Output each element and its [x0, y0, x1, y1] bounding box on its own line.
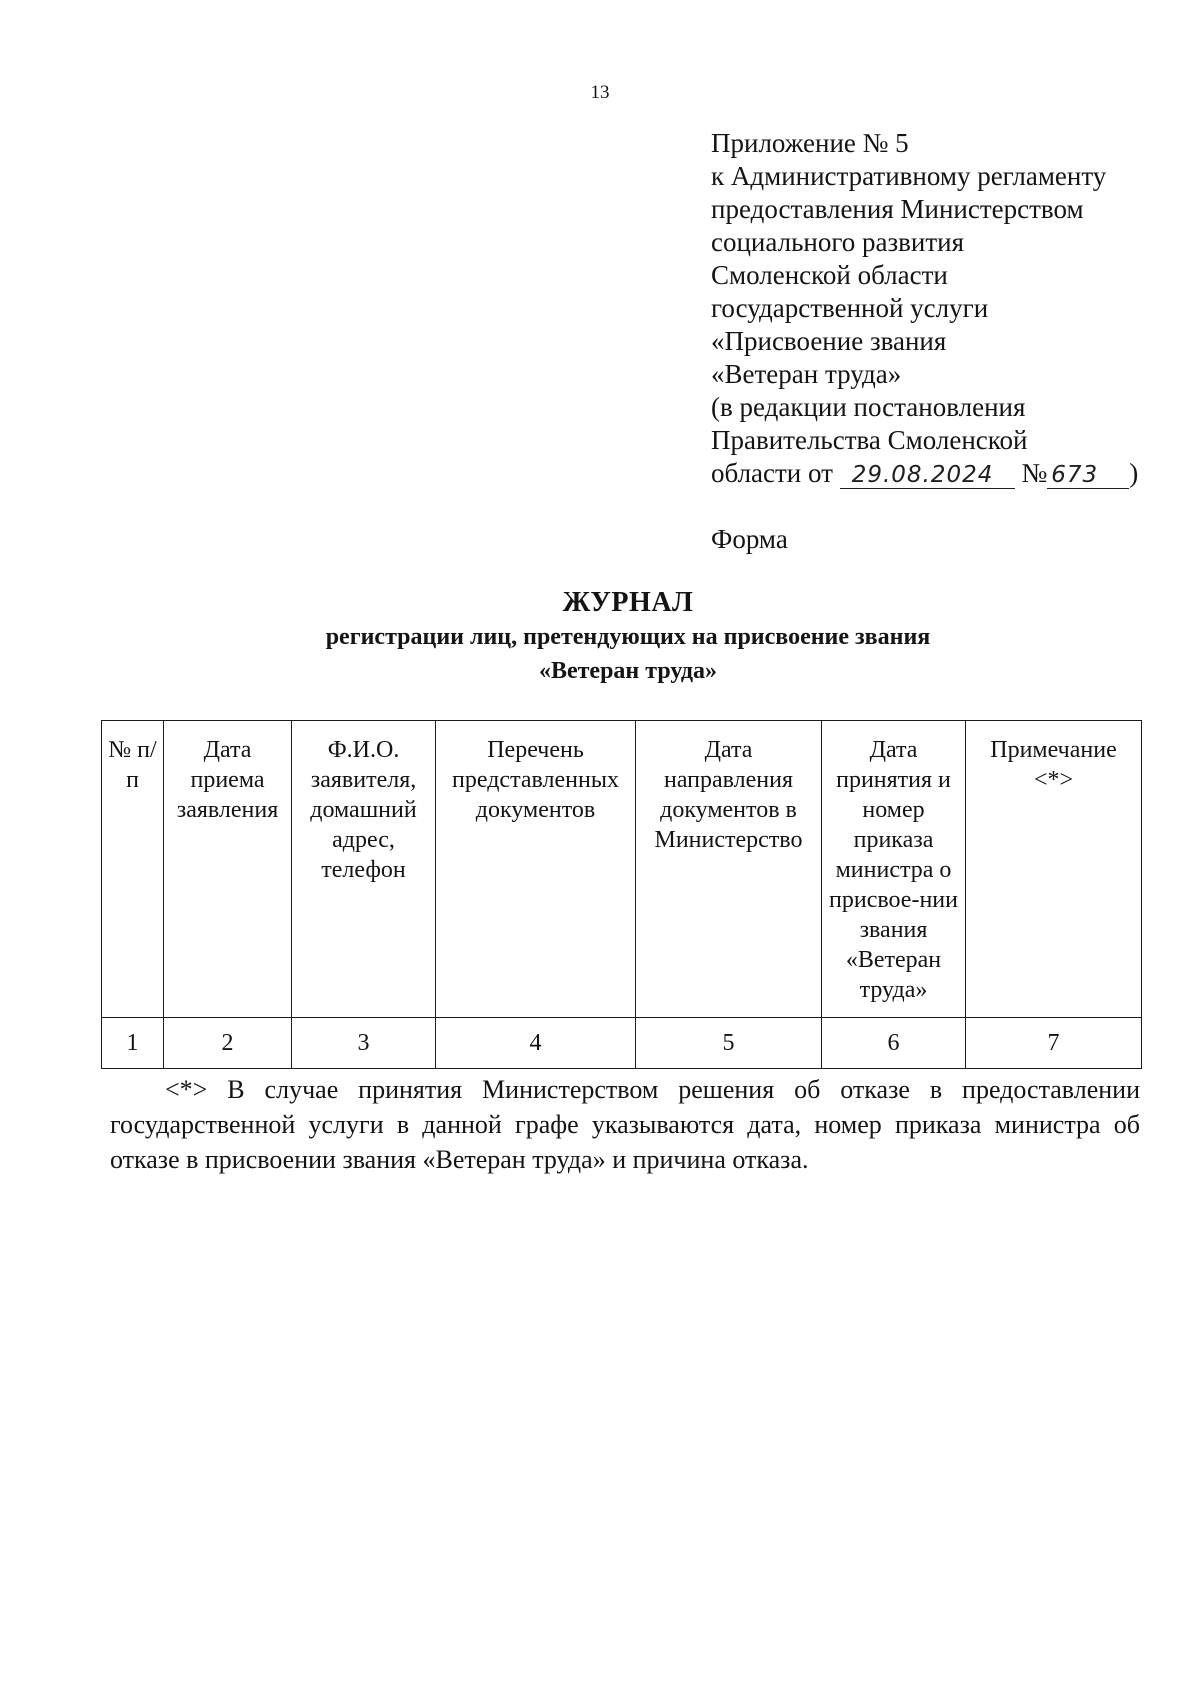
appendix-line: Приложение № 5 [711, 128, 909, 158]
column-number: 7 [966, 1018, 1142, 1069]
header-cell-applicant: Ф.И.О. заявителя, домашний адрес, телефон [292, 721, 436, 1018]
title-line-2: регистрации лиц, претендующих на присвоение звания [325, 624, 931, 650]
appendix-date-line [711, 457, 1171, 490]
handwritten-date: 29.08.2024 [851, 462, 994, 488]
column-number: 1 [102, 1018, 164, 1069]
title-line-1: ЖУРНАЛ [562, 587, 694, 618]
appendix-line: Смоленской области [711, 260, 948, 290]
appendix-line: к Административному регламенту [711, 161, 1107, 191]
page-number: 13 [590, 82, 610, 103]
title-line-3: «Ветеран труда» [538, 658, 718, 684]
journal-table [101, 720, 1142, 1069]
appendix-date-prefix: области от [711, 458, 833, 488]
handwritten-number-field [1047, 460, 1129, 489]
handwritten-number: 673 [1051, 462, 1099, 488]
column-number: 6 [822, 1018, 966, 1069]
column-number: 5 [636, 1018, 822, 1069]
appendix-line: «Присвоение звания [711, 326, 947, 356]
column-number: 4 [436, 1018, 636, 1069]
appendix-header [711, 127, 1171, 490]
column-number-row [102, 1018, 1142, 1069]
appendix-line: Правительства Смоленской [711, 425, 1028, 455]
document-title [0, 586, 1200, 688]
header-cell-note: Примечание <*> [966, 721, 1142, 1018]
appendix-line: предоставления Министерством [711, 194, 1084, 224]
closing-paren: ) [1129, 458, 1139, 488]
header-cell-order-date: Дата принятия и номер приказа министра о присвое-нии звания «Ветеран труда» [822, 721, 966, 1018]
column-number: 3 [292, 1018, 436, 1069]
appendix-line: (в редакции постановления [711, 392, 1026, 422]
table-header-row [102, 721, 1142, 1018]
column-number: 2 [164, 1018, 292, 1069]
appendix-line: «Ветеран труда» [711, 359, 902, 389]
header-cell-number: № п/п [102, 721, 164, 1018]
number-sign: № [1021, 458, 1048, 488]
footnote: <*> В случае принятия Министерством решения об отказе в предоставлении государственной услуги в данной графе указываются дата, номер приказа министра об отказе в присвоении звания «Ветеран труда» и причина отказа. [110, 1075, 1140, 1174]
header-cell-application-date: Дата приема заявления [164, 721, 292, 1018]
header-cell-sending-date: Дата направления документов в Министерство [636, 721, 822, 1018]
handwritten-date-field [840, 460, 1015, 489]
appendix-line: социального развития [711, 227, 965, 257]
form-label: Форма [711, 524, 788, 554]
appendix-line: государственной услуги [711, 293, 989, 323]
header-cell-documents-list: Перечень представленных документов [436, 721, 636, 1018]
